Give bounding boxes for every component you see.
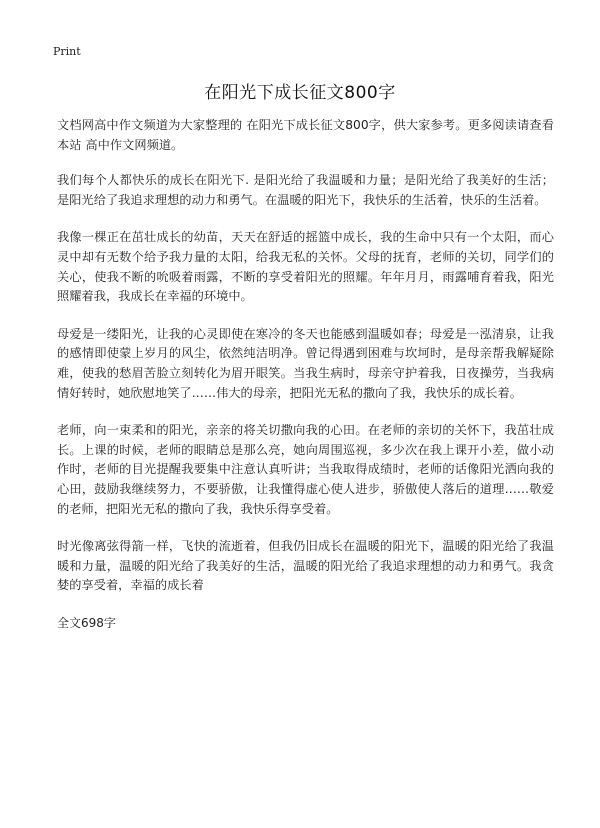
- body-paragraph-1: 我们每个人都快乐的成长在阳光下. 是阳光给了我温暖和力量；是阳光给了我美好的生活；是阳光给了我追求理想的动力和勇气。在温暖的阳光下，我快乐的生活着，快乐的生活着。: [57, 173, 554, 207]
- body-paragraph-4: 老师，向一束柔和的阳光，亲亲的将关切撒向我的心田。在老师的亲切的关怀下，我茁壮成长。上课的时候，老师的眼睛总是那么亮，她向周围巡视，多少次在我上课开小差，做小动作时，老师的目光提醒我要集中注意认真听讲；当我取得成绩时，老师的话像阳光洒向我的心田，鼓励我继续努力，不要骄傲，让我懂得虚心使人进步，骄傲使人落后的道理……敬爱的老师，把阳光无私的撒向了我，我快乐得享受着。: [57, 423, 554, 516]
- word-count: 全文698字: [57, 615, 116, 630]
- article-title: 在阳光下成长征文800字: [204, 83, 396, 103]
- body-paragraph-3: 母爱是一缕阳光，让我的心灵即使在寒冷的冬天也能感到温暖如春；母爱是一泓清泉，让我的感情即使蒙上岁月的风尘，依然纯洁明净。曾记得遇到困难与坎坷时，是母亲帮我解疑除难，使我的愁眉苦脸立刻转化为眉开眼笑。当我生病时，母亲守护着我，日夜操劳，当我病情好转时，她欣慰地笑了……伟大的母亲，把阳光无私的撒向了我，我快乐的成长着。: [57, 326, 554, 400]
- body-paragraph-2: 我像一棵正在茁壮成长的幼苗，天天在舒适的摇篮中成长，我的生命中只有一个太阳，而心灵中却有无数个给予我力量的太阳，给我无私的关怀。父母的抚育，老师的关切，同学们的关心，使我不断的吮吸着雨露，不断的享受着阳光的照耀。年年月月，雨露哺育着我，阳光照耀着我，我成长在幸福的环境中。: [57, 230, 554, 304]
- article-body: [57, 116, 554, 632]
- print-link[interactable]: Print: [53, 45, 81, 58]
- body-paragraph-5: 时光像离弦得箭一样，飞快的流逝着，但我仍旧成长在温暖的阳光下，温暖的阳光给了我温暖和力量，温暖的阳光给了我美好的生活，温暖的阳光给了我追求理想的动力和勇气。我贪婪的享受着，幸福的成长着: [57, 539, 554, 593]
- intro-paragraph: 文档网高中作文频道为大家整理的 在阳光下成长征文800字，供大家参考。更多阅读请查看本站 高中作文网频道。: [57, 118, 554, 152]
